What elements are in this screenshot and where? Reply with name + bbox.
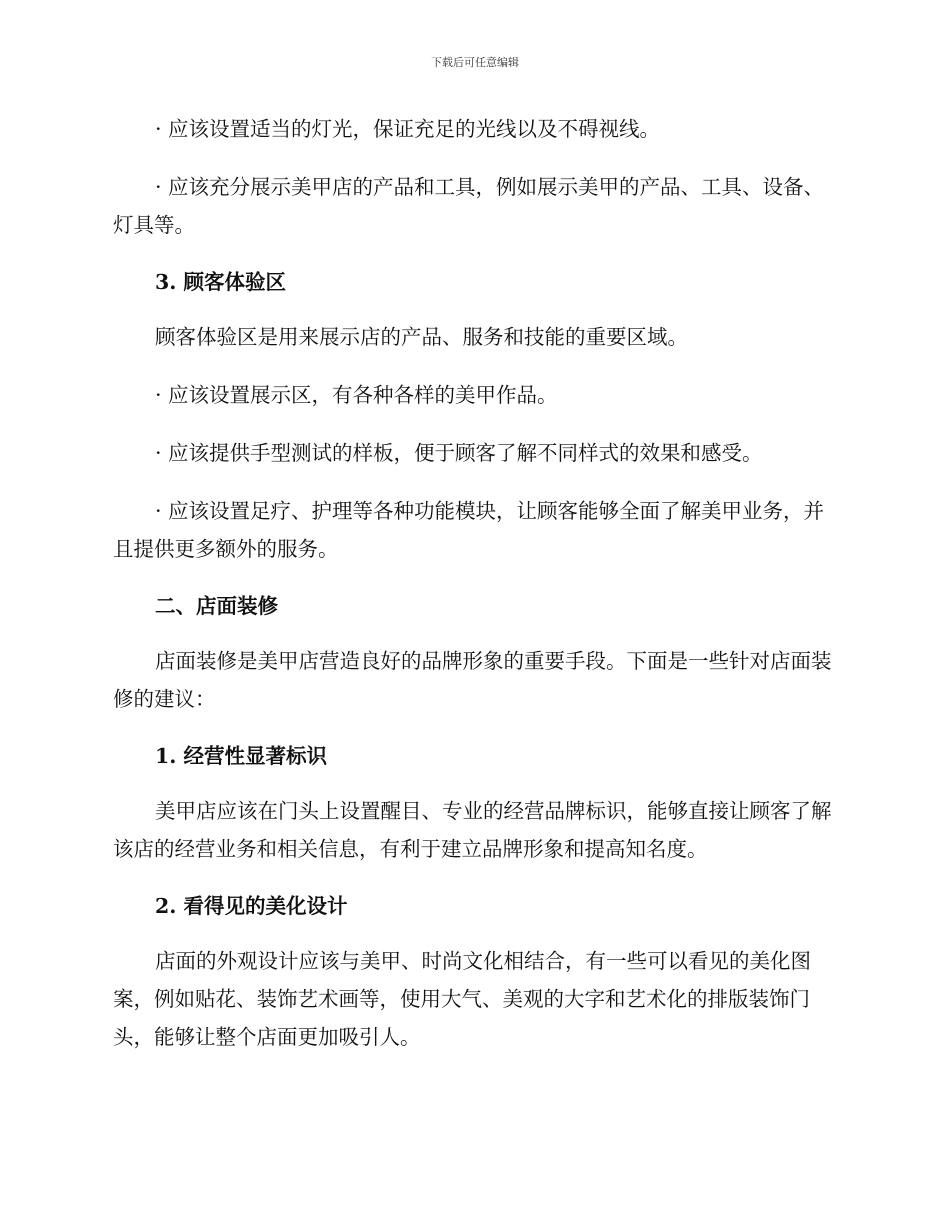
page-header: 下载后可任意编辑 xyxy=(431,56,519,69)
heading-storefront-decoration: 二、店面装修 xyxy=(155,594,278,618)
paragraph-experience-intro: 顾客体验区是用来展示店的产品、服务和技能的重要区域。 xyxy=(155,325,688,349)
heading-customer-experience: 3. 顾客体验区 xyxy=(155,270,287,294)
paragraph-visible-design: 店面的外观设计应该与美甲、时尚文化相结合，有一些可以看见的美化图案，例如贴花、装饰艺术画等，使用大气、美观的大字和艺术化的排版装饰门头，能够让整个店面更加吸引人。 xyxy=(113,949,811,1049)
paragraph-signage: 美甲店应该在门头上设置醒目、专业的经营品牌标识，能够直接让顾客了解该店的经营业务和相关信息，有利于建立品牌形象和提高知名度。 xyxy=(113,799,832,861)
bullet-function-modules: · 应该设置足疗、护理等各种功能模块，让顾客能够全面了解美甲业务，并且提供更多额外的服务。 xyxy=(113,499,825,561)
bullet-lighting: · 应该设置适当的灯光，保证充足的光线以及不碍视线。 xyxy=(155,117,661,141)
heading-visible-design: 2. 看得见的美化设计 xyxy=(155,894,348,918)
heading-signage: 1. 经营性显著标识 xyxy=(155,744,328,768)
bullet-display-products: · 应该充分展示美甲店的产品和工具，例如展示美甲的产品、工具、设备、灯具等。 xyxy=(113,175,825,237)
document-body xyxy=(113,110,833,1076)
paragraph-decoration-intro: 店面装修是美甲店营造良好的品牌形象的重要手段。下面是一些针对店面装修的建议： xyxy=(113,649,832,711)
bullet-hand-samples: · 应该提供手型测试的样板，便于顾客了解不同样式的效果和感受。 xyxy=(155,441,763,465)
bullet-showcase: · 应该设置展示区，有各种各样的美甲作品。 xyxy=(155,383,558,407)
